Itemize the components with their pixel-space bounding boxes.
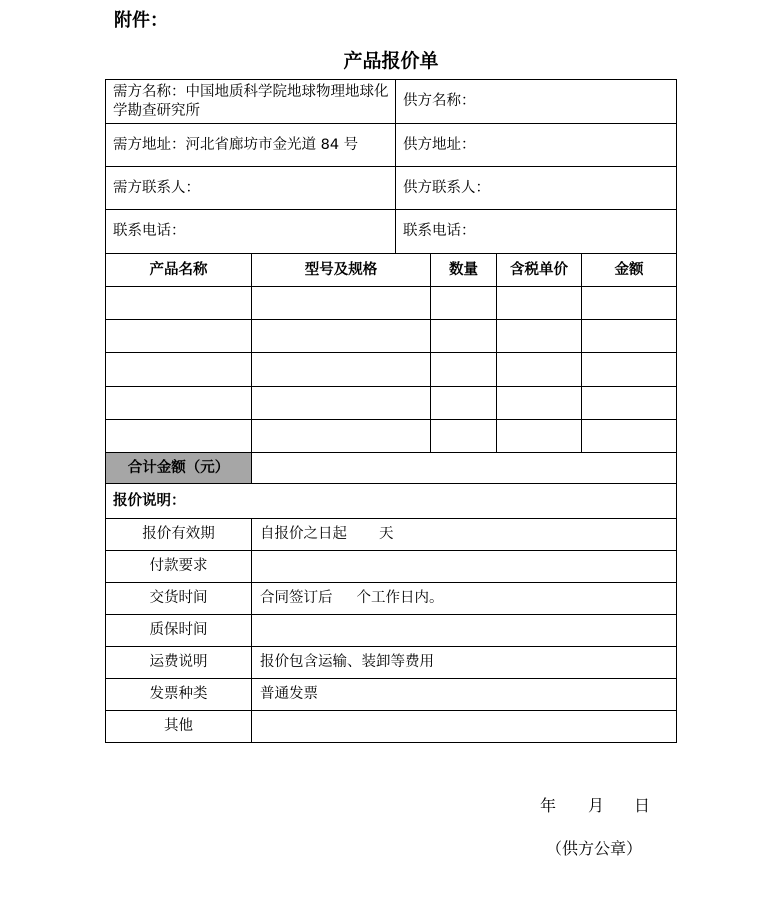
product-cell[interactable] — [582, 320, 676, 352]
note-label-invoice: 发票种类 — [149, 686, 208, 702]
supplier-name-label: 供方名称： — [403, 93, 476, 109]
product-cell[interactable] — [582, 353, 676, 386]
note-label-validity: 报价有效期 — [142, 526, 215, 542]
supplier-contact-cell[interactable] — [396, 167, 676, 209]
product-cell[interactable] — [497, 353, 581, 386]
product-cell[interactable] — [431, 353, 496, 386]
note-value-freight: 报价包含运输、装卸等费用 — [260, 654, 434, 670]
product-cell[interactable] — [497, 320, 581, 352]
buyer-phone-label: 联系电话： — [113, 223, 186, 239]
supplier-address-label: 供方地址： — [403, 136, 476, 153]
col-header-quantity: 数量 — [449, 261, 478, 278]
supplier-address-cell[interactable] — [396, 124, 676, 166]
product-cell[interactable] — [431, 287, 496, 319]
quote-notes-heading: 报价说明： — [113, 492, 186, 509]
col-header-amount: 金额 — [614, 261, 644, 278]
supplier-phone-cell[interactable] — [396, 210, 676, 253]
date-day: 日 — [634, 796, 651, 815]
attachment-label: 附件： — [114, 10, 168, 31]
product-cell[interactable] — [252, 353, 430, 386]
date-line — [540, 793, 650, 816]
col-header-unit-price: 含税单价 — [510, 261, 568, 278]
note-validity-text: 自报价之日起 — [260, 526, 347, 542]
product-cell[interactable] — [106, 320, 251, 352]
total-amount-value[interactable] — [252, 453, 676, 483]
buyer-phone-cell — [106, 210, 395, 253]
note-value-other[interactable] — [252, 711, 676, 742]
page-title: 产品报价单 — [343, 50, 439, 72]
product-cell[interactable] — [582, 387, 676, 419]
total-amount-label: 合计金额（元） — [106, 453, 251, 483]
product-cell[interactable] — [252, 287, 430, 319]
product-cell[interactable] — [582, 420, 676, 452]
product-cell[interactable] — [106, 387, 251, 419]
note-label-freight: 运费说明 — [149, 654, 208, 670]
product-cell[interactable] — [106, 420, 251, 452]
note-value-invoice: 普通发票 — [260, 686, 318, 702]
product-cell[interactable] — [106, 287, 251, 319]
note-value-validity[interactable] — [252, 519, 676, 550]
note-value-delivery[interactable] — [252, 583, 676, 614]
note-value-payment[interactable] — [252, 551, 676, 582]
product-cell[interactable] — [431, 387, 496, 419]
buyer-name: 需方名称：中国地质科学院地球物理地球化学勘查研究所 — [113, 83, 389, 119]
product-cell[interactable] — [497, 387, 581, 419]
note-label-delivery: 交货时间 — [149, 590, 208, 606]
note-validity-unit: 天 — [379, 526, 394, 542]
date-month: 月 — [588, 796, 605, 815]
col-header-product-name: 产品名称 — [149, 261, 208, 278]
product-cell[interactable] — [431, 420, 496, 452]
product-cell[interactable] — [252, 320, 430, 352]
supplier-stamp-label: （供方公章） — [546, 839, 643, 858]
note-delivery-text: 合同签订后 — [260, 590, 333, 606]
product-cell[interactable] — [431, 320, 496, 352]
buyer-contact-cell — [106, 167, 395, 209]
note-label-warranty: 质保时间 — [149, 622, 208, 638]
note-delivery-unit: 个工作日内。 — [356, 590, 444, 606]
date-year: 年 — [540, 796, 557, 815]
note-label-payment: 付款要求 — [149, 558, 208, 574]
product-cell[interactable] — [106, 353, 251, 386]
product-cell[interactable] — [582, 287, 676, 319]
note-label-other: 其他 — [164, 718, 193, 734]
col-header-model-spec: 型号及规格 — [304, 261, 378, 278]
product-cell[interactable] — [252, 420, 430, 452]
product-cell[interactable] — [497, 287, 581, 319]
buyer-name-cell — [106, 80, 395, 123]
supplier-phone-label: 联系电话： — [403, 223, 476, 239]
supplier-contact-label: 供方联系人： — [403, 179, 490, 196]
product-cell[interactable] — [252, 387, 430, 419]
supplier-name-cell[interactable] — [396, 80, 676, 123]
product-cell[interactable] — [497, 420, 581, 452]
buyer-address-cell — [106, 124, 395, 166]
buyer-contact-label: 需方联系人： — [113, 179, 200, 196]
buyer-address: 需方地址：河北省廊坊市金光道 84 号 — [113, 136, 359, 153]
note-value-warranty[interactable] — [252, 615, 676, 646]
